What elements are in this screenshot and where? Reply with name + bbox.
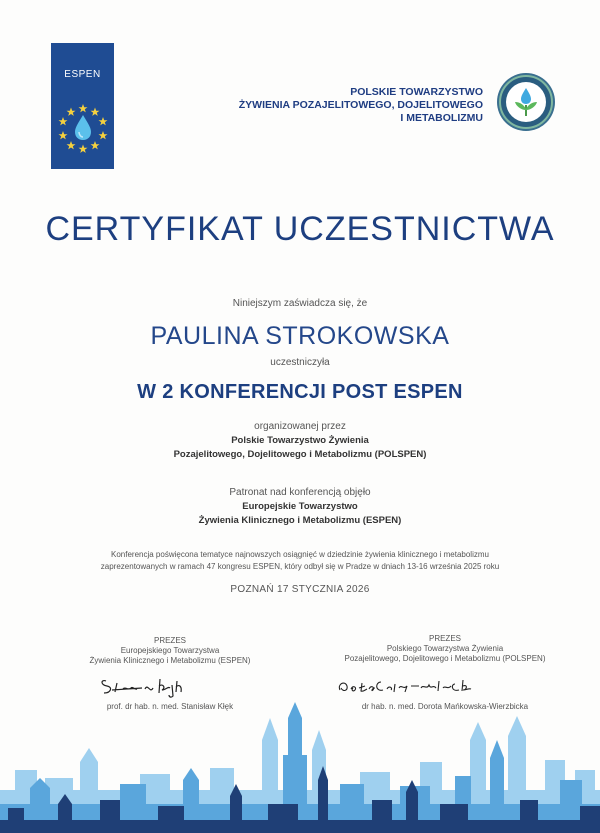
polspen-organization-name <box>223 86 483 125</box>
espen-logo <box>51 43 114 169</box>
espen-stars-drop-icon <box>56 101 110 155</box>
patron-line-1: Europejskie Towarzystwo <box>242 501 358 512</box>
signature-block-left <box>70 636 270 666</box>
event-name: W 2 KONFERENCJI POST ESPEN <box>137 381 463 403</box>
polspen-logo-icon <box>496 72 556 132</box>
signature-block-right <box>320 634 570 664</box>
espen-logo-text: ESPEN <box>64 69 101 80</box>
organizer-line-2: Pozajelitowego, Dojelitowego i Metabolizmu (POLSPEN) <box>173 449 427 460</box>
polspen-name-line-1: POLSKIE TOWARZYSTWO <box>350 86 483 98</box>
organizer-line-1: Polskie Towarzystwo Żywienia <box>231 435 369 446</box>
organized-by-label: organizowanej przez <box>254 421 346 432</box>
certificate-title: CERTYFIKAT UCZESTNICTWA <box>45 210 555 248</box>
left-role: PREZES <box>153 636 186 645</box>
patron-line-2: Żywienia Klinicznego i Metabolizmu (ESPEN) <box>198 515 402 526</box>
place-date: POZNAŃ 17 STYCZNIA 2026 <box>230 584 370 595</box>
left-org-line-1: Europejskiego Towarzystwa <box>120 646 220 655</box>
patronage-label: Patronat nad konferencją objęło <box>229 487 371 498</box>
right-role: PREZES <box>428 634 461 643</box>
participant-name: PAULINA STROKOWSKA <box>150 322 450 350</box>
participated-text: uczestniczyła <box>270 357 330 368</box>
left-handwritten-signature <box>98 671 208 699</box>
city-skyline-illustration <box>0 700 600 833</box>
description-line-2: zaprezentowanych w ramach 47 kongresu ESPEN, który odbył się w Pradze w dniach 13-16 września 2025 roku <box>100 562 500 571</box>
intro-text: Niniejszym zaświadcza się, że <box>232 298 368 309</box>
right-org-line-1: Polskiego Towarzystwa Żywienia <box>386 644 504 653</box>
polspen-name-line-3: I METABOLIZMU <box>400 112 483 124</box>
polspen-name-line-2: ŻYWIENIA POZAJELITOWEGO, DOJELITOWEGO <box>238 99 483 111</box>
right-handwritten-signature <box>335 672 525 698</box>
left-signatory-name: prof. dr hab. n. med. Stanisław Kłęk <box>106 702 234 711</box>
right-org-line-2: Pozajelitowego, Dojelitowego i Metabolizmu (POLSPEN) <box>344 654 546 663</box>
left-org-line-2: Żywienia Klinicznego i Metabolizmu (ESPEN) <box>89 656 251 665</box>
right-signatory-name: dr hab. n. med. Dorota Mańkowska-Wierzbicka <box>361 702 529 711</box>
description-line-1: Konferencja poświęcona tematyce najnowszych osiągnięć w dziedzinie żywienia klinicznego i metabolizmu <box>111 550 489 559</box>
